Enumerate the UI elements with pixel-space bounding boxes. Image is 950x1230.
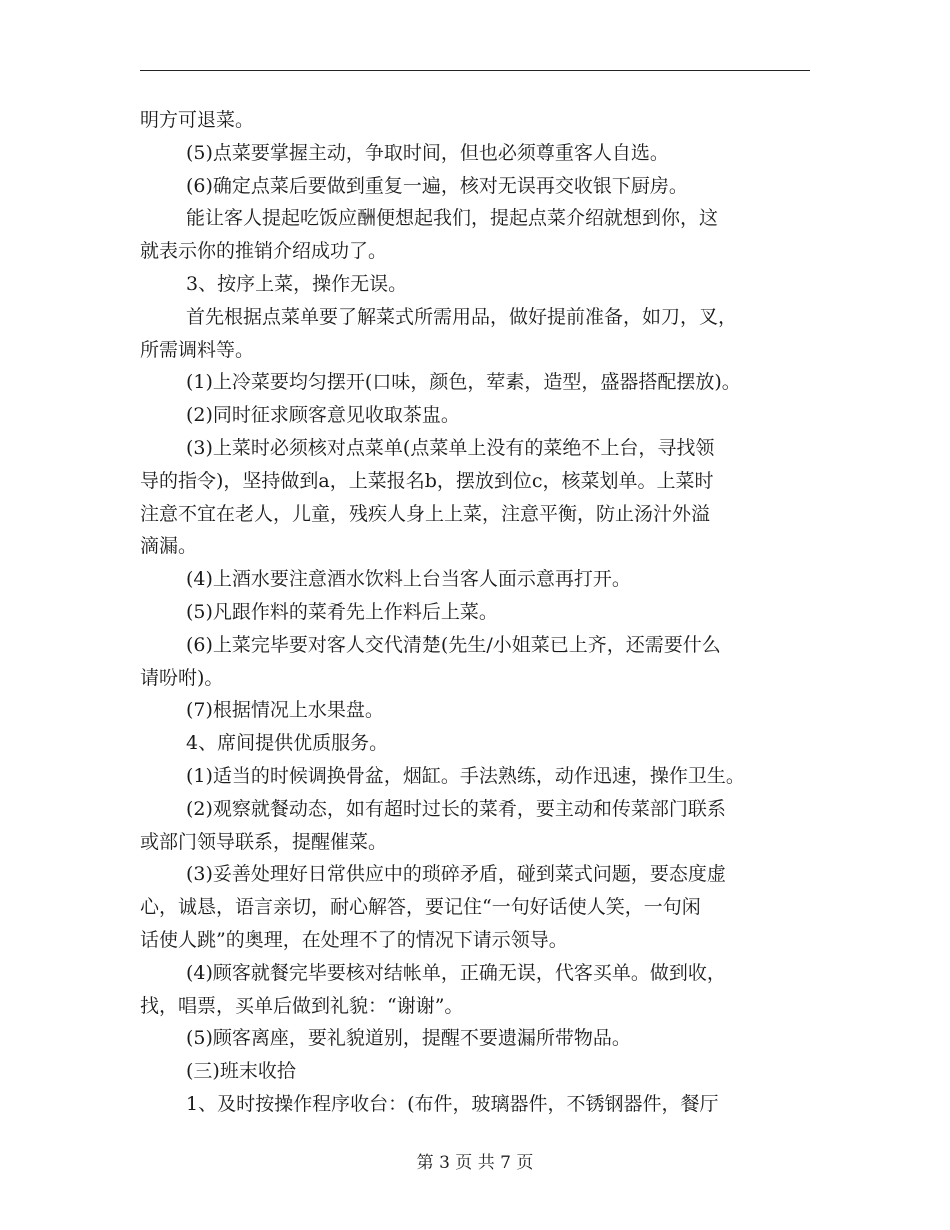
text-line: (4)顾客就餐完毕要核对结帐单，正确无误，代客买单。做到收， — [186, 961, 726, 984]
text-line: 或部门领导联系，提醒催菜。 — [140, 830, 388, 853]
text-line: (3)上菜时必须核对点菜单(点菜单上没有的菜绝不上台，寻找领 — [186, 436, 715, 459]
text-line: (7)根据情况上水果盘。 — [186, 699, 384, 722]
text-line: 明方可退菜。 — [140, 109, 255, 131]
text-line: (2)观察就餐动态，如有超时过长的菜肴，要主动和传菜部门联系 — [186, 797, 726, 820]
text-line: 心，诚恳，语言亲切，耐心解答，要记住“一句好话使人笑，一句闲 — [140, 896, 701, 919]
text-line: 导的指令)，坚持做到a，上菜报名b，摆放到位c，核菜划单。上菜时 — [140, 469, 714, 492]
text-line: 1、及时按操作程序收台：(布件，玻璃器件，不锈钢器件，餐厅 — [186, 1092, 719, 1115]
text-line: 所需调料等。 — [140, 338, 255, 361]
text-line: 注意不宜在老人，儿童，残疾人身上上菜，注意平衡，防止汤汁外溢 — [140, 502, 711, 525]
text-line: 就表示你的推销介绍成功了。 — [140, 240, 388, 263]
text-line: 找，唱票，买单后做到礼貌：“谢谢”。 — [140, 994, 464, 1017]
text-line: (6)确定点菜后要做到重复一遍，核对无误再交收银下厨房。 — [186, 174, 688, 197]
text-line: 首先根据点菜单要了解菜式所需用品，做好提前准备，如刀，叉， — [186, 305, 738, 328]
text-line: (6)上菜完毕要对客人交代清楚(先生/小姐菜已上齐，还需要什么 — [186, 633, 721, 656]
document-body — [140, 104, 812, 1121]
text-line: (1)适当的时候调换骨盆，烟缸。手法熟练，动作迅速，操作卫生。 — [186, 764, 745, 787]
text-line: (2)同时征求顾客意见收取茶盅。 — [186, 404, 460, 427]
header-rule — [140, 70, 810, 71]
text-line: (三)班末收拾 — [186, 1060, 296, 1083]
text-line: 3、按序上菜，操作无误。 — [186, 272, 408, 295]
text-line: 滴漏。 — [140, 535, 198, 558]
text-line: (4)上酒水要注意酒水饮料上台当客人面示意再打开。 — [186, 568, 631, 591]
text-line: (5)凡跟作料的菜肴先上作料后上菜。 — [186, 600, 498, 623]
text-line: 话使人跳”的奥理，在处理不了的情况下请示领导。 — [140, 928, 568, 951]
text-line: 能让客人提起吃饭应酬便想起我们，提起点菜介绍就想到你，这 — [186, 207, 719, 230]
text-line: (5)点菜要掌握主动，争取时间，但也必须尊重客人自选。 — [186, 141, 669, 164]
text-line: (5)顾客离座，要礼貌道别，提醒不要遗漏所带物品。 — [186, 1027, 631, 1050]
text-line: 请吩咐)。 — [140, 666, 224, 689]
text-line: (3)妥善处理好日常供应中的琐碎矛盾，碰到菜式问题，要态度虚 — [186, 863, 726, 886]
text-line: 4、席间提供优质服务。 — [186, 732, 389, 755]
page-footer: 第 3 页 共 7 页 — [416, 1153, 534, 1173]
text-line: (1)上冷菜要均匀摆开(口味，颜色，荤素，造型，盛器搭配摆放)。 — [186, 371, 741, 394]
